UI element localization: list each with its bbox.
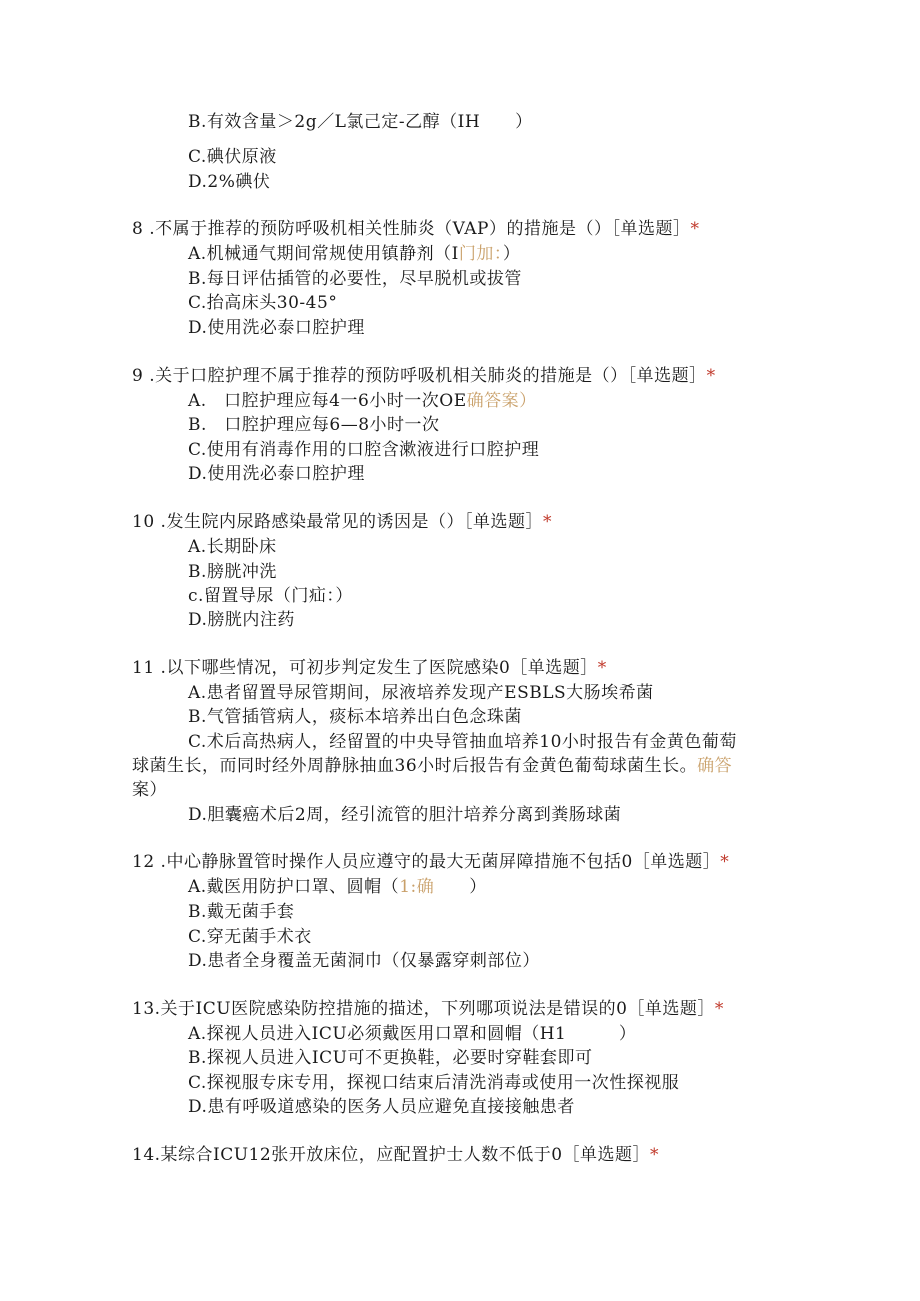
- q9-option-d-text: D.使用洗必泰口腔护理: [188, 464, 365, 484]
- q8-title: [132, 218, 699, 240]
- q8-option-d: [188, 317, 365, 339]
- q12-option-c-text: C.穿无菌手术衣: [188, 927, 312, 947]
- q11-option-c-text-line2: 球菌生长，而同时经外周静脉抽血36小时后报告有金黄色葡萄球菌生长。: [132, 756, 698, 776]
- q12-title-text: 12 .中心静脉置管时操作人员应遵守的最大无菌屏障措施不包括0［单选题］: [132, 852, 721, 872]
- q9-option-b: [188, 414, 440, 436]
- q11-title-text: 11 .以下哪些情况，可初步判定发生了医院感染0［单选题］: [132, 658, 598, 678]
- q11-option-c-answer-mark: 确答: [697, 756, 733, 776]
- q10-option-b: [188, 561, 277, 583]
- q12-option-a-answer-mark: 1:确: [399, 877, 435, 897]
- q9-option-c: [188, 439, 539, 461]
- q11-option-c: [188, 731, 737, 753]
- q9-option-a-text: A. 口腔护理应每4一6小时一次OE: [188, 391, 467, 411]
- q9-title: [132, 365, 716, 387]
- q11-option-c-text-line3: 案）: [132, 780, 167, 800]
- q11-option-a-text: A.患者留置导尿管期间，尿液培养发现产ESBLS大肠埃希菌: [188, 683, 654, 703]
- required-star: *: [542, 512, 552, 532]
- q7-option-d: [188, 171, 270, 193]
- required-star: *: [706, 366, 716, 386]
- q10-title-text: 10 .发生院内尿路感染最常见的诱因是（）［单选题］: [132, 512, 543, 532]
- required-star: *: [597, 658, 607, 678]
- required-star: *: [714, 999, 724, 1019]
- q11-option-d-text: D.胆囊癌术后2周，经引流管的胆汁培养分离到粪肠球菌: [188, 805, 622, 825]
- q12-option-b: [188, 901, 294, 923]
- q8-option-b-text: B.每日评估插管的必要性，尽早脱机或拔管: [188, 269, 522, 289]
- q11-option-d: [188, 804, 621, 826]
- q7-option-b-text: B.有效含量＞2g／L氯己定-乙醇（IH ）: [188, 112, 533, 132]
- q12-option-a-text: A.戴医用防护口罩、圆帽（: [188, 877, 400, 897]
- q8-option-b: [188, 268, 522, 290]
- q12-title: [132, 851, 729, 873]
- q11-title: [132, 657, 607, 679]
- q10-option-d-text: D.膀胱内注药: [188, 610, 295, 630]
- q13-option-b: [188, 1047, 592, 1069]
- required-star: *: [690, 219, 700, 239]
- q8-title-text: 8 .不属于推荐的预防呼吸机相关性肺炎（VAP）的措施是（）［单选题］: [132, 219, 691, 239]
- q7-option-d-text: D.2%碘伏: [188, 172, 271, 192]
- q8-option-a-text: A.机械通气期间常规使用镇静剂（I: [188, 244, 459, 264]
- q10-title: [132, 511, 552, 533]
- q13-option-d: [188, 1096, 575, 1118]
- q11-option-c-end: [132, 779, 167, 801]
- q10-option-c: [188, 585, 353, 607]
- q14-title-text: 14.某综合ICU12张开放床位，应配置护士人数不低于0［单选题］: [132, 1145, 651, 1165]
- q8-option-a: [188, 243, 520, 265]
- required-star: *: [650, 1145, 660, 1165]
- q13-option-b-text: B.探视人员进入ICU可不更换鞋，必要时穿鞋套即可: [188, 1048, 593, 1068]
- q8-option-d-text: D.使用洗必泰口腔护理: [188, 318, 365, 338]
- q12-option-b-text: B.戴无菌手套: [188, 902, 295, 922]
- q11-option-a: [188, 682, 654, 704]
- q8-option-c: [188, 292, 337, 314]
- q12-option-a-end: ）: [434, 877, 487, 897]
- q11-option-b: [188, 706, 522, 728]
- q10-option-d: [188, 609, 295, 631]
- q13-option-d-text: D.患有呼吸道感染的医务人员应避免直接接触患者: [188, 1097, 575, 1117]
- q13-option-a: [188, 1023, 636, 1045]
- q13-option-a-text: A.探视人员进入ICU必须戴医用口罩和圆帽（H1 ）: [188, 1024, 637, 1044]
- q8-option-a-answer-mark: 门加：: [458, 244, 503, 264]
- q10-option-b-text: B.膀胱冲洗: [188, 562, 277, 582]
- q10-option-a-text: A.长期卧床: [188, 537, 277, 557]
- q13-title: [132, 998, 724, 1020]
- q12-option-a: [188, 876, 487, 898]
- q9-option-a: [188, 390, 537, 412]
- q8-option-a-end: ）: [502, 244, 521, 264]
- q7-option-c: [188, 146, 277, 168]
- q10-option-c-text: c.留置导尿（门疝：）: [188, 586, 353, 606]
- q7-option-b: [188, 111, 533, 133]
- q13-option-c-text: C.探视服专床专用，探视口结束后清洗消毒或使用一次性探视服: [188, 1073, 680, 1093]
- q11-option-c-continued: [132, 755, 732, 777]
- q12-option-c: [188, 926, 312, 948]
- q14-title: [132, 1144, 659, 1166]
- q9-title-text: 9 .关于口腔护理不属于推荐的预防呼吸机相关肺炎的措施是（）［单选题］: [132, 366, 707, 386]
- q9-option-c-text: C.使用有消毒作用的口腔含漱液进行口腔护理: [188, 440, 540, 460]
- q9-option-d: [188, 463, 365, 485]
- q13-title-text: 13.关于ICU医院感染防控措施的描述，下列哪项说法是错误的0［单选题］: [132, 999, 715, 1019]
- q12-option-d-text: D.患者全身覆盖无菌洞巾（仅暴露穿刺部位）: [188, 951, 540, 971]
- required-star: *: [720, 852, 730, 872]
- q10-option-a: [188, 536, 277, 558]
- q11-option-c-text: C.术后高热病人，经留置的中央导管抽血培养10小时报告有金黄色葡萄: [188, 732, 737, 752]
- q7-option-c-text: C.碘伏原液: [188, 147, 277, 167]
- q8-option-c-text: C.抬高床头30-45°: [188, 293, 338, 313]
- q13-option-c: [188, 1072, 679, 1094]
- q9-option-a-answer-mark: 确答案）: [466, 391, 537, 411]
- q11-option-b-text: B.气管插管病人，痰标本培养出白色念珠菌: [188, 707, 522, 727]
- q12-option-d: [188, 950, 540, 972]
- q9-option-b-text: B. 口腔护理应每6—8小时一次: [188, 415, 440, 435]
